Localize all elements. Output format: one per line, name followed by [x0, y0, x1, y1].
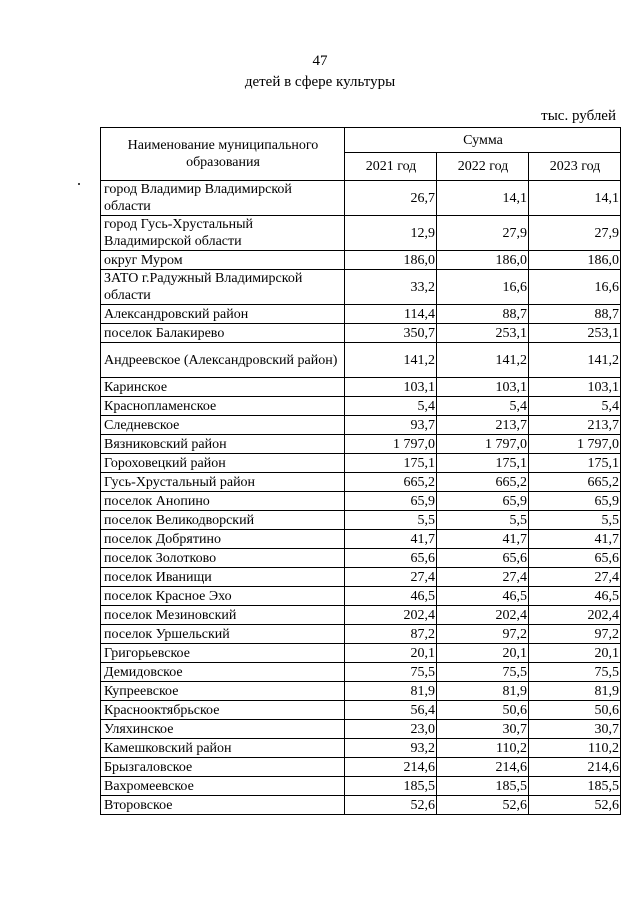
value-2022-cell: 50,6: [437, 701, 529, 720]
value-2021-cell: 665,2: [345, 473, 437, 492]
value-2023-cell: 175,1: [529, 454, 621, 473]
table-row: [101, 511, 621, 530]
value-2023-cell: 88,7: [529, 305, 621, 324]
page-subtitle: детей в сфере культуры: [244, 74, 396, 90]
value-2021-cell: 202,4: [345, 606, 437, 625]
value-2022-cell: 14,1: [437, 181, 529, 216]
value-2023-cell: 46,5: [529, 587, 621, 606]
table-row: [101, 397, 621, 416]
table-row: [101, 305, 621, 324]
value-2023-cell: 186,0: [529, 251, 621, 270]
value-2021-cell: 65,6: [345, 549, 437, 568]
municipality-name-cell: Вязниковский район: [101, 435, 345, 454]
value-2021-cell: 26,7: [345, 181, 437, 216]
municipality-name-cell: ЗАТО г.Радужный Владимирской области: [101, 270, 345, 305]
value-2021-cell: 214,6: [345, 758, 437, 777]
municipality-name-cell: поселок Балакирево: [101, 324, 345, 343]
table-row: [101, 343, 621, 378]
value-2021-cell: 141,2: [345, 343, 437, 378]
value-2022-cell: 30,7: [437, 720, 529, 739]
municipality-name-cell: Брызгаловское: [101, 758, 345, 777]
value-2023-cell: 103,1: [529, 378, 621, 397]
value-2021-cell: 65,9: [345, 492, 437, 511]
table-row: [101, 720, 621, 739]
value-2021-cell: 350,7: [345, 324, 437, 343]
value-2021-cell: 27,4: [345, 568, 437, 587]
municipality-name-cell: Александровский район: [101, 305, 345, 324]
year-2022-header: 2022 год: [437, 153, 529, 181]
value-2022-cell: 103,1: [437, 378, 529, 397]
table-row: [101, 739, 621, 758]
value-2021-cell: 5,5: [345, 511, 437, 530]
table-row: [101, 549, 621, 568]
value-2022-cell: 185,5: [437, 777, 529, 796]
municipality-name-cell: поселок Уршельский: [101, 625, 345, 644]
value-2022-cell: 46,5: [437, 587, 529, 606]
municipality-name-cell: поселок Красное Эхо: [101, 587, 345, 606]
table-row: [101, 378, 621, 397]
value-2022-cell: 16,6: [437, 270, 529, 305]
table-header: [101, 128, 621, 181]
value-2021-cell: 52,6: [345, 796, 437, 815]
value-2021-cell: 103,1: [345, 378, 437, 397]
value-2022-cell: 20,1: [437, 644, 529, 663]
value-2022-cell: 186,0: [437, 251, 529, 270]
table-row: [101, 270, 621, 305]
table-row: [101, 587, 621, 606]
value-2021-cell: 114,4: [345, 305, 437, 324]
value-2022-cell: 65,9: [437, 492, 529, 511]
table-row: [101, 530, 621, 549]
value-2021-cell: 93,2: [345, 739, 437, 758]
value-2023-cell: 665,2: [529, 473, 621, 492]
sum-column-header: Сумма: [345, 128, 621, 153]
table-row: [101, 416, 621, 435]
value-2022-cell: 88,7: [437, 305, 529, 324]
value-2023-cell: 75,5: [529, 663, 621, 682]
municipality-name-cell: поселок Анопино: [101, 492, 345, 511]
table-row: [101, 777, 621, 796]
table-row: [101, 682, 621, 701]
municipality-name-cell: поселок Иванищи: [101, 568, 345, 587]
table-row: [101, 796, 621, 815]
value-2023-cell: 110,2: [529, 739, 621, 758]
value-2022-cell: 52,6: [437, 796, 529, 815]
value-2023-cell: 97,2: [529, 625, 621, 644]
value-2021-cell: 93,7: [345, 416, 437, 435]
table-row: [101, 492, 621, 511]
value-2023-cell: 52,6: [529, 796, 621, 815]
value-2021-cell: 186,0: [345, 251, 437, 270]
value-2022-cell: 214,6: [437, 758, 529, 777]
table-row: [101, 663, 621, 682]
value-2023-cell: 14,1: [529, 181, 621, 216]
value-2021-cell: 75,5: [345, 663, 437, 682]
table-row: [101, 216, 621, 251]
municipality-name-cell: Андреевское (Александровский район): [101, 343, 345, 378]
margin-dot: [78, 183, 80, 185]
value-2023-cell: 5,5: [529, 511, 621, 530]
value-2023-cell: 27,9: [529, 216, 621, 251]
table-body: [101, 181, 621, 815]
value-2022-cell: 27,9: [437, 216, 529, 251]
table-row: [101, 435, 621, 454]
value-2022-cell: 141,2: [437, 343, 529, 378]
value-2023-cell: 30,7: [529, 720, 621, 739]
value-2022-cell: 175,1: [437, 454, 529, 473]
municipality-name-cell: округ Муром: [101, 251, 345, 270]
value-2023-cell: 214,6: [529, 758, 621, 777]
value-2021-cell: 87,2: [345, 625, 437, 644]
municipality-name-cell: Демидовское: [101, 663, 345, 682]
page-number: 47: [312, 53, 328, 69]
municipality-name-cell: Краснооктябрьское: [101, 701, 345, 720]
value-2021-cell: 56,4: [345, 701, 437, 720]
value-2022-cell: 253,1: [437, 324, 529, 343]
table-row: [101, 758, 621, 777]
table-row: [101, 454, 621, 473]
municipality-name-cell: поселок Мезиновский: [101, 606, 345, 625]
value-2022-cell: 65,6: [437, 549, 529, 568]
value-2023-cell: 1 797,0: [529, 435, 621, 454]
value-2022-cell: 5,4: [437, 397, 529, 416]
value-2022-cell: 665,2: [437, 473, 529, 492]
municipality-name-cell: Следневское: [101, 416, 345, 435]
value-2023-cell: 213,7: [529, 416, 621, 435]
municipality-name-cell: поселок Добрятино: [101, 530, 345, 549]
value-2023-cell: 16,6: [529, 270, 621, 305]
value-2021-cell: 175,1: [345, 454, 437, 473]
value-2023-cell: 27,4: [529, 568, 621, 587]
value-2023-cell: 141,2: [529, 343, 621, 378]
year-2021-header: 2021 год: [345, 153, 437, 181]
table-row: [101, 701, 621, 720]
value-2023-cell: 202,4: [529, 606, 621, 625]
table-row: [101, 324, 621, 343]
municipality-name-cell: Краснопламенское: [101, 397, 345, 416]
value-2022-cell: 27,4: [437, 568, 529, 587]
municipality-name-cell: Купреевское: [101, 682, 345, 701]
value-2023-cell: 41,7: [529, 530, 621, 549]
municipality-name-cell: Второвское: [101, 796, 345, 815]
municipality-name-cell: Каринское: [101, 378, 345, 397]
value-2023-cell: 20,1: [529, 644, 621, 663]
value-2023-cell: 253,1: [529, 324, 621, 343]
value-2022-cell: 41,7: [437, 530, 529, 549]
value-2022-cell: 5,5: [437, 511, 529, 530]
year-2023-header: 2023 год: [529, 153, 621, 181]
value-2021-cell: 185,5: [345, 777, 437, 796]
municipality-name-cell: поселок Великодворский: [101, 511, 345, 530]
municipality-name-cell: поселок Золотково: [101, 549, 345, 568]
value-2021-cell: 81,9: [345, 682, 437, 701]
value-2021-cell: 5,4: [345, 397, 437, 416]
table-row: [101, 625, 621, 644]
value-2022-cell: 97,2: [437, 625, 529, 644]
value-2021-cell: 12,9: [345, 216, 437, 251]
table-row: [101, 181, 621, 216]
budget-table: [100, 127, 621, 815]
value-2023-cell: 50,6: [529, 701, 621, 720]
value-2021-cell: 46,5: [345, 587, 437, 606]
municipality-name-cell: Григорьевское: [101, 644, 345, 663]
table-row: [101, 251, 621, 270]
municipality-column-header: Наименование муниципального образования: [101, 128, 345, 181]
value-2022-cell: 110,2: [437, 739, 529, 758]
municipality-name-cell: Уляхинское: [101, 720, 345, 739]
municipality-name-cell: Вахромеевское: [101, 777, 345, 796]
value-2022-cell: 75,5: [437, 663, 529, 682]
units-label: тыс. рублей: [541, 108, 616, 124]
value-2021-cell: 41,7: [345, 530, 437, 549]
value-2023-cell: 5,4: [529, 397, 621, 416]
municipality-name-cell: город Владимир Владимирской области: [101, 181, 345, 216]
value-2023-cell: 65,6: [529, 549, 621, 568]
value-2022-cell: 202,4: [437, 606, 529, 625]
value-2022-cell: 81,9: [437, 682, 529, 701]
value-2023-cell: 81,9: [529, 682, 621, 701]
municipality-name-cell: город Гусь-Хрустальный Владимирской области: [101, 216, 345, 251]
value-2023-cell: 65,9: [529, 492, 621, 511]
value-2021-cell: 20,1: [345, 644, 437, 663]
table-row: [101, 473, 621, 492]
table-row: [101, 568, 621, 587]
value-2022-cell: 1 797,0: [437, 435, 529, 454]
value-2021-cell: 33,2: [345, 270, 437, 305]
value-2021-cell: 23,0: [345, 720, 437, 739]
table-row: [101, 606, 621, 625]
municipality-name-cell: Гороховецкий район: [101, 454, 345, 473]
municipality-name-cell: Камешковский район: [101, 739, 345, 758]
value-2022-cell: 213,7: [437, 416, 529, 435]
municipality-name-cell: Гусь-Хрустальный район: [101, 473, 345, 492]
value-2021-cell: 1 797,0: [345, 435, 437, 454]
table-row: [101, 644, 621, 663]
value-2023-cell: 185,5: [529, 777, 621, 796]
